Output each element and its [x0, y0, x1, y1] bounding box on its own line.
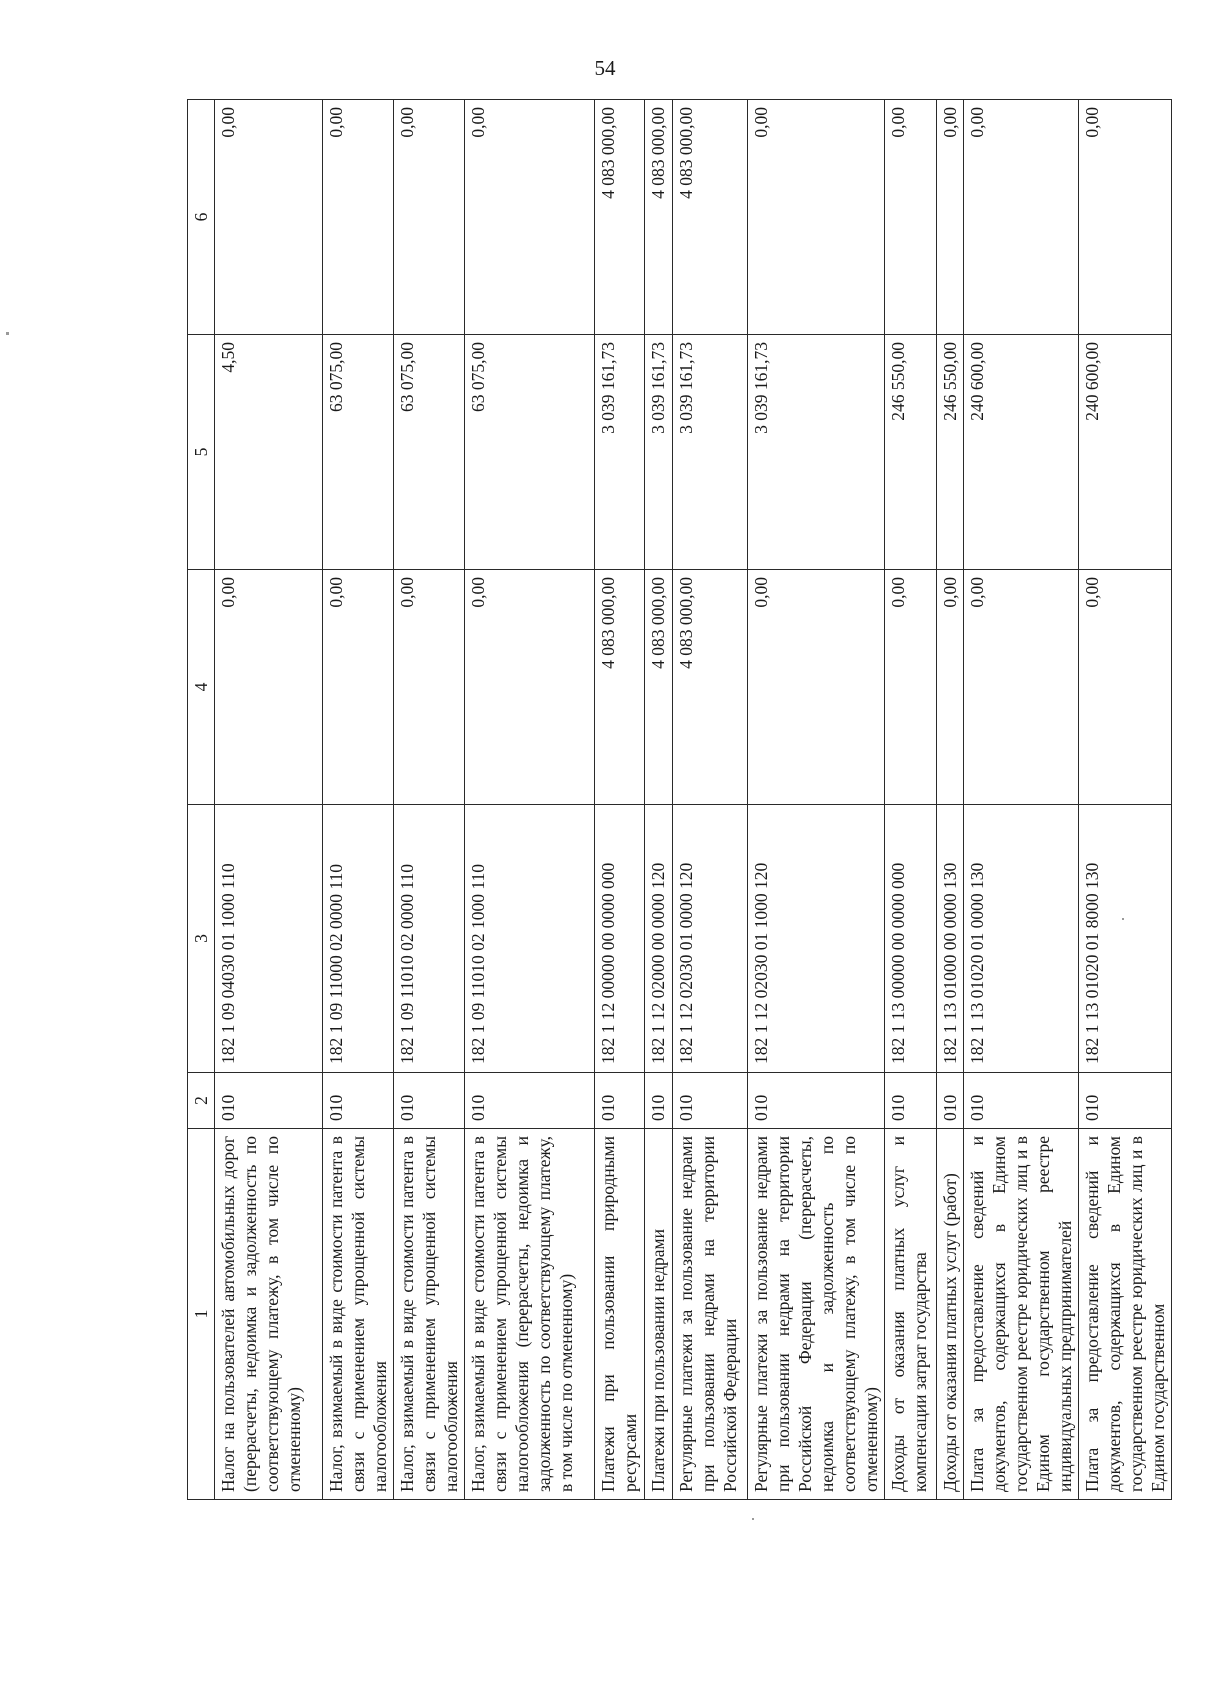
row-col5-value: 3 039 161,73 — [748, 335, 885, 570]
row-budget-code: 182 1 12 02000 00 0000 120 — [645, 805, 673, 1073]
row-name: Налог, взимаемый в виде стоимости патента в связи с применением упрощенной системы налогообложения — [323, 1129, 394, 1500]
header-col-3: 3 — [188, 805, 215, 1073]
row-line-code: 010 — [645, 1073, 673, 1129]
rotated-table-wrapper — [187, 100, 1168, 1500]
row-col5-value: 63 075,00 — [323, 335, 394, 570]
table-row — [1079, 100, 1172, 1500]
row-col6-value: 4 083 000,00 — [645, 100, 673, 335]
row-col5-value: 3 039 161,73 — [645, 335, 673, 570]
row-col4-value: 0,00 — [885, 570, 937, 805]
row-name: Налог, взимаемый в виде стоимости патента в связи с применением упрощенной системы налогообложения — [394, 1129, 465, 1500]
row-name: Налог на пользователей автомобильных дорог (перерасчеты, недоимка и задолженность по соответствующему платежу, в том числе по отмененному) — [215, 1129, 323, 1500]
row-line-code: 010 — [673, 1073, 748, 1129]
row-name: Регулярные платежи за пользование недрами при пользовании недрами на территории Российской Федерации — [673, 1129, 748, 1500]
table-row — [595, 100, 645, 1500]
row-budget-code: 182 1 09 11010 02 1000 110 — [465, 805, 595, 1073]
revenue-table — [187, 99, 1172, 1500]
row-line-code: 010 — [215, 1073, 323, 1129]
table-row — [885, 100, 937, 1500]
row-budget-code: 182 1 13 01020 01 8000 130 — [1079, 805, 1172, 1073]
table-row — [215, 100, 323, 1500]
row-col6-value: 4 083 000,00 — [595, 100, 645, 335]
row-budget-code: 182 1 12 02030 01 0000 120 — [673, 805, 748, 1073]
row-line-code: 010 — [748, 1073, 885, 1129]
row-budget-code: 182 1 09 11000 02 0000 110 — [323, 805, 394, 1073]
table-row — [937, 100, 964, 1500]
row-col6-value: 0,00 — [1079, 100, 1172, 335]
row-col5-value: 246 550,00 — [937, 335, 964, 570]
row-line-code: 010 — [937, 1073, 964, 1129]
row-col6-value: 0,00 — [748, 100, 885, 335]
header-col-5: 5 — [188, 335, 215, 570]
row-col4-value: 4 083 000,00 — [595, 570, 645, 805]
scan-speck — [6, 332, 9, 335]
row-line-code: 010 — [885, 1073, 937, 1129]
row-col4-value: 0,00 — [323, 570, 394, 805]
row-col6-value: 0,00 — [964, 100, 1079, 335]
row-name: Платежи при пользовании природными ресурсами — [595, 1129, 645, 1500]
row-budget-code: 182 1 09 11010 02 0000 110 — [394, 805, 465, 1073]
row-budget-code: 182 1 09 04030 01 1000 110 — [215, 805, 323, 1073]
row-name: Платежи при пользовании недрами — [645, 1129, 673, 1500]
row-budget-code: 182 1 13 01020 01 0000 130 — [964, 805, 1079, 1073]
row-line-code: 010 — [323, 1073, 394, 1129]
row-col4-value: 0,00 — [215, 570, 323, 805]
row-budget-code: 182 1 13 00000 00 0000 000 — [885, 805, 937, 1073]
row-line-code: 010 — [595, 1073, 645, 1129]
table-row — [748, 100, 885, 1500]
table-row — [645, 100, 673, 1500]
row-name: Регулярные платежи за пользование недрами при пользовании недрами на территории Российской Федерации (перерасчеты, недоимка и задолженность по соответствующему платежу, в том числе по отмененному) — [748, 1129, 885, 1500]
row-budget-code: 182 1 12 02030 01 1000 120 — [748, 805, 885, 1073]
row-budget-code: 182 1 13 01000 00 0000 130 — [937, 805, 964, 1073]
row-line-code: 010 — [394, 1073, 465, 1129]
row-col4-value: 0,00 — [465, 570, 595, 805]
row-line-code: 010 — [1079, 1073, 1172, 1129]
row-budget-code: 182 1 12 00000 00 0000 000 — [595, 805, 645, 1073]
page-number: 54 — [594, 56, 616, 80]
row-col5-value: 240 600,00 — [964, 335, 1079, 570]
table-row — [673, 100, 748, 1500]
row-col5-value: 63 075,00 — [465, 335, 595, 570]
row-col4-value: 0,00 — [394, 570, 465, 805]
row-col4-value: 4 083 000,00 — [673, 570, 748, 805]
row-col4-value: 4 083 000,00 — [645, 570, 673, 805]
row-col6-value: 0,00 — [394, 100, 465, 335]
row-col5-value: 63 075,00 — [394, 335, 465, 570]
header-col-2: 2 — [188, 1073, 215, 1129]
row-col6-value: 0,00 — [323, 100, 394, 335]
row-col4-value: 0,00 — [1079, 570, 1172, 805]
row-col6-value: 0,00 — [937, 100, 964, 335]
row-col5-value: 246 550,00 — [885, 335, 937, 570]
rotated-table-area — [187, 100, 1168, 1500]
row-name: Налог, взимаемый в виде стоимости патента в связи с применением упрощенной системы налогообложения (перерасчеты, недоимка и задолженность по соответствующему платежу, в том числе по отмененному) — [465, 1129, 595, 1500]
row-col4-value: 0,00 — [748, 570, 885, 805]
row-line-code: 010 — [964, 1073, 1079, 1129]
row-col6-value: 0,00 — [215, 100, 323, 335]
row-name: Доходы от оказания платных услуг (работ) — [937, 1129, 964, 1500]
row-col6-value: 0,00 — [885, 100, 937, 335]
row-name: Плата за предоставление сведений и документов, содержащихся в Едином государственном реестре юридических лиц и в Едином государственном — [1079, 1129, 1172, 1500]
header-col-1: 1 — [188, 1129, 215, 1500]
header-col-6: 6 — [188, 100, 215, 335]
header-row — [188, 100, 215, 1500]
row-col4-value: 0,00 — [964, 570, 1079, 805]
row-name: Доходы от оказания платных услуг и компенсации затрат государства — [885, 1129, 937, 1500]
row-col5-value: 240 600,00 — [1079, 335, 1172, 570]
table-row — [394, 100, 465, 1500]
row-col5-value: 4,50 — [215, 335, 323, 570]
row-col4-value: 0,00 — [937, 570, 964, 805]
row-col6-value: 4 083 000,00 — [673, 100, 748, 335]
table-row — [964, 100, 1079, 1500]
row-col5-value: 3 039 161,73 — [673, 335, 748, 570]
scan-speck — [752, 1518, 754, 1520]
row-col6-value: 0,00 — [465, 100, 595, 335]
row-col5-value: 3 039 161,73 — [595, 335, 645, 570]
row-line-code: 010 — [465, 1073, 595, 1129]
table-row — [323, 100, 394, 1500]
scan-speck — [1122, 918, 1124, 920]
header-col-4: 4 — [188, 570, 215, 805]
table-row — [465, 100, 595, 1500]
row-name: Плата за предоставление сведений и документов, содержащихся в Едином государственном реестре юридических лиц и в Едином государственном реестре индивидуальных предпринимателей — [964, 1129, 1079, 1500]
